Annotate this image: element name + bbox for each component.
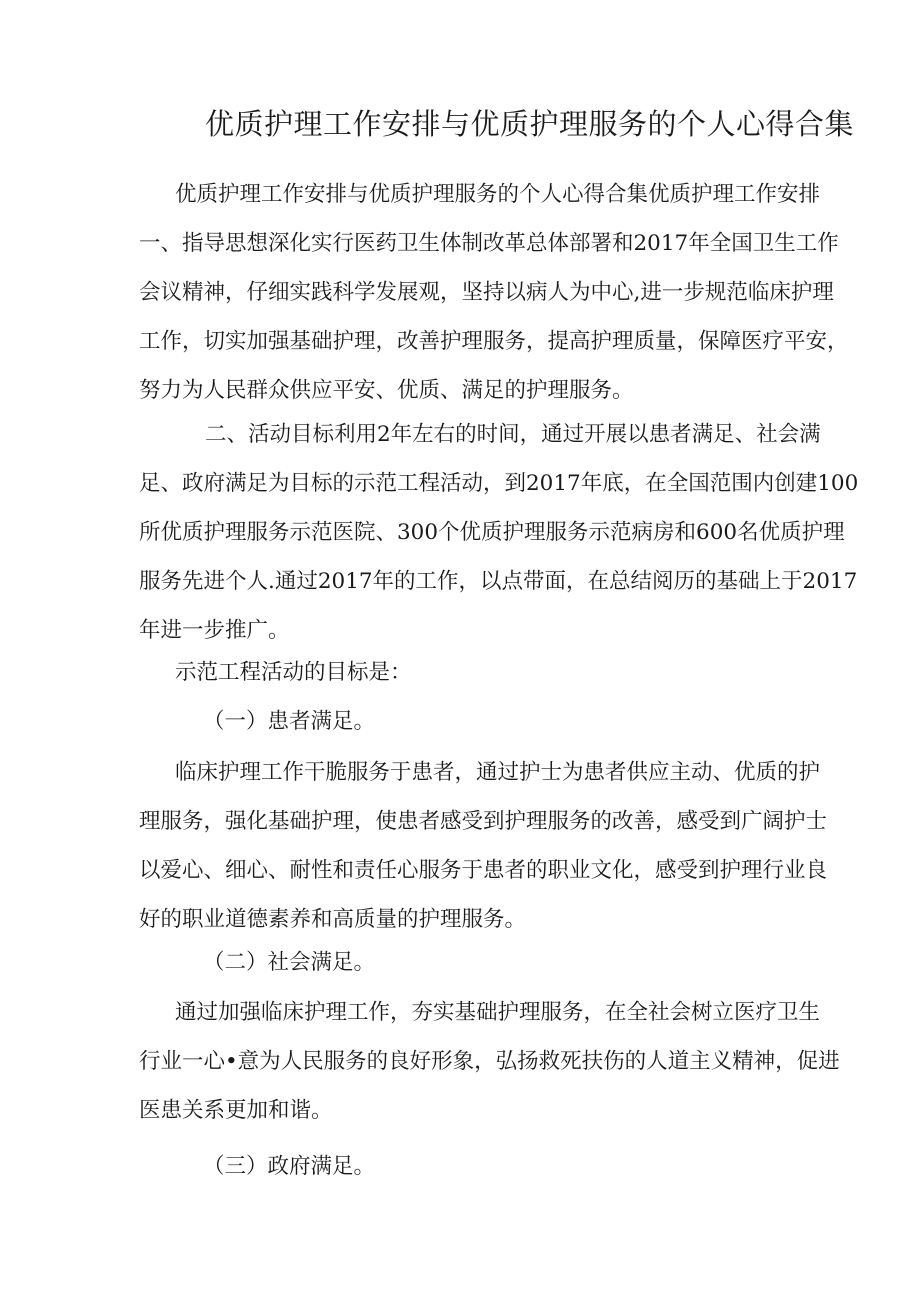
text-line: 优质护理工作安排与优质护理服务的个人心得合集优质护理工作安排 xyxy=(175,182,821,207)
text-line: 理服务，强化基础护理，使患者感受到护理服务的改善，感受到广阔护士 xyxy=(139,809,828,834)
text-line: 服务先进个人.通过2017年的工作，以点带面，在总结阅历的基础上于2017 xyxy=(139,569,858,594)
document-title: 优质护理工作安排与优质护理服务的个人心得合集 xyxy=(205,107,855,141)
text-line: 二、活动目标利用2年左右的时间，通过开展以患者满足、社会满 xyxy=(205,422,821,447)
goal1-body xyxy=(139,748,828,944)
goal2-body xyxy=(139,988,840,1135)
text-line: 努力为人民群众供应平安、优质、满足的护理服务。 xyxy=(139,378,634,403)
text-line: 医患关系更加和谐。 xyxy=(139,1098,333,1123)
goal1-heading: （一）患者满足。 xyxy=(203,709,376,734)
text-line: 通过加强临床护理工作，夯实基础护理服务，在全社会树立医疗卫生 xyxy=(175,1000,821,1025)
text-line: 以爱心、细心、耐性和责任心服务于患者的职业文化，感受到护理行业良 xyxy=(139,858,828,883)
text-line: 好的职业道德素养和高质量的护理服务。 xyxy=(139,907,527,932)
text-line: 一、指导思想深化实行医药卫生体制改革总体部署和2017年全国卫生工作 xyxy=(139,231,839,256)
text-line: 会议精神，仔细实践科学发展观，坚持以病人为中心,进一步规范临床护理 xyxy=(139,280,834,305)
text-line: 年进一步推广。 xyxy=(139,618,290,643)
goals-intro: 示范工程活动的目标是： xyxy=(175,660,412,685)
paragraph-activity-goals xyxy=(139,410,859,655)
paragraph-guiding-ideology xyxy=(139,170,849,415)
text-line: 所优质护理服务示范医院、300个优质护理服务示范病房和600名优质护理 xyxy=(139,520,845,545)
text-line: 工作，切实加强基础护理，改善护理服务，提高护理质量，保障医疗平安， xyxy=(139,329,849,354)
goal2-heading: （二）社会满足。 xyxy=(203,950,376,975)
text-line: 足、政府满足为目标的示范工程活动，到2017年底，在全国范围内创建100 xyxy=(139,471,859,496)
goal3-heading: （三）政府满足。 xyxy=(203,1154,376,1179)
text-line: 行业一心•意为人民服务的良好形象，弘扬救死扶伤的人道主义精神，促进 xyxy=(139,1049,840,1074)
text-line: 临床护理工作干脆服务于患者，通过护士为患者供应主动、优质的护 xyxy=(175,760,821,785)
